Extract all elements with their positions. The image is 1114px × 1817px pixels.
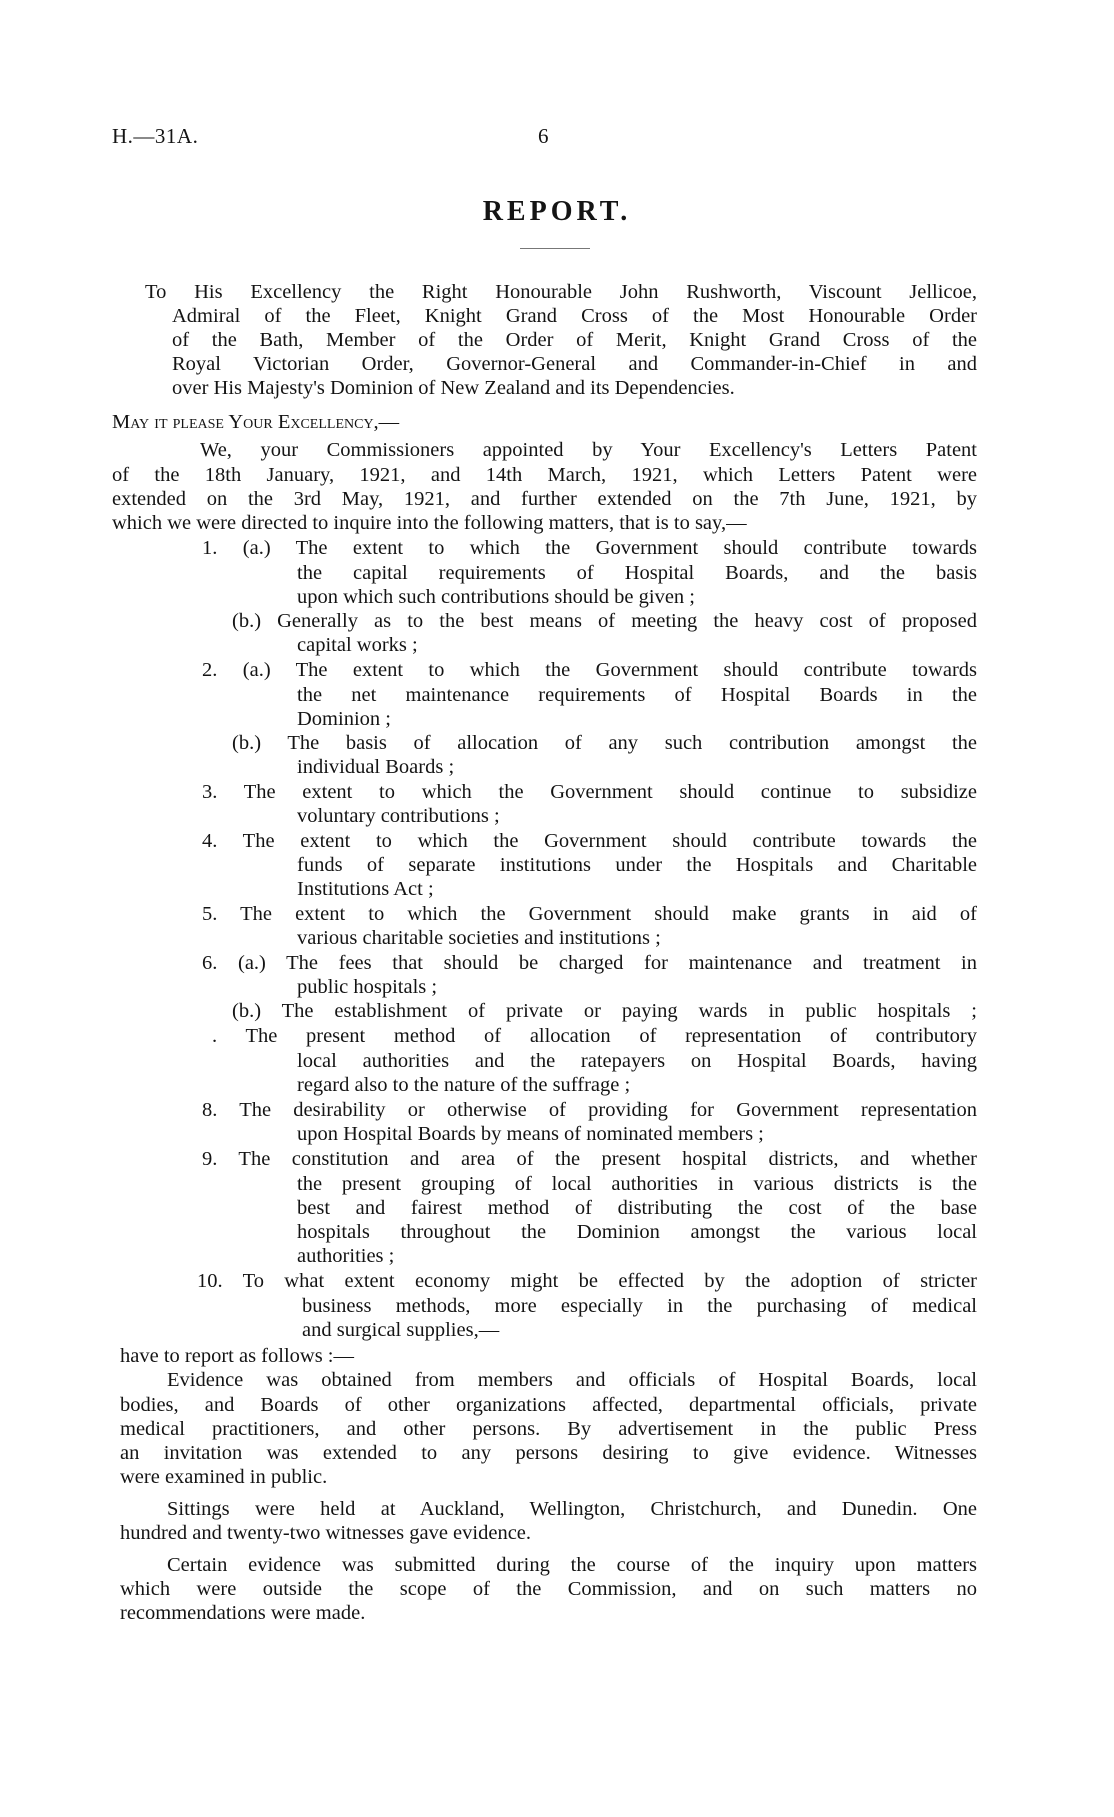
item-line: local authorities and the ratepayers on Hospital Boards, having: [297, 1050, 977, 1072]
item-line: public hospitals ;: [297, 976, 438, 998]
item-line: voluntary contributions ;: [297, 805, 500, 827]
address-line: over His Majesty's Dominion of New Zealand and its Dependencies.: [172, 377, 735, 399]
salutation: May it please Your Excellency,—: [112, 411, 400, 433]
item-line: (b.) The basis of allocation of any such contribution amongst the: [232, 732, 977, 754]
item-line: authorities ;: [297, 1245, 395, 1267]
item-line: the present grouping of local authorities in various districts is the: [297, 1173, 977, 1195]
item-line: best and fairest method of distributing the cost of the base: [297, 1197, 977, 1219]
item-line: capital works ;: [297, 634, 418, 656]
title-rule: [520, 248, 590, 249]
item-line: . The present method of allocation of representation of contributory: [212, 1025, 977, 1047]
intro-line: which we were directed to inquire into the following matters, that is to say,—: [112, 512, 747, 534]
item-line: hospitals throughout the Dominion amongst the various local: [297, 1221, 977, 1243]
item-line: various charitable societies and institutions ;: [297, 927, 661, 949]
paragraph-line: Sittings were held at Auckland, Wellington, Christchurch, and Dunedin. One: [167, 1498, 977, 1520]
paragraph-line: Certain evidence was submitted during the course of the inquiry upon matters: [167, 1554, 977, 1576]
address-line: of the Bath, Member of the Order of Merit, Knight Grand Cross of the: [172, 329, 977, 351]
paragraph-line: Evidence was obtained from members and officials of Hospital Boards, local: [167, 1369, 977, 1391]
item-line: funds of separate institutions under the Hospitals and Charitable: [297, 854, 977, 876]
item-line: 2. (a.) The extent to which the Government should contribute towards: [202, 659, 977, 681]
intro-line: extended on the 3rd May, 1921, and further extended on the 7th June, 1921, by: [112, 488, 977, 510]
address-line: Royal Victorian Order, Governor-General and Commander-in-Chief in and: [172, 353, 977, 375]
item-line: the net maintenance requirements of Hospital Boards in the: [297, 684, 977, 706]
paragraph-line: which were outside the scope of the Commission, and on such matters no: [120, 1578, 977, 1600]
item-line: the capital requirements of Hospital Boards, and the basis: [297, 562, 977, 584]
intro-line: We, your Commissioners appointed by Your Excellency's Letters Patent: [200, 439, 977, 461]
item-line: (b.) The establishment of private or paying wards in public hospitals ;: [232, 1000, 977, 1022]
item-line: 9. The constitution and area of the present hospital districts, and whether: [202, 1148, 977, 1170]
item-line: (b.) Generally as to the best means of meeting the heavy cost of proposed: [232, 610, 977, 632]
page-number: 6: [538, 124, 549, 148]
document-code: H.—31A.: [112, 124, 199, 148]
address-line: To His Excellency the Right Honourable John Rushworth, Viscount Jellicoe,: [145, 281, 977, 303]
item-line: Institutions Act ;: [297, 878, 434, 900]
paragraph-line: recommendations were made.: [120, 1602, 366, 1624]
item-line: regard also to the nature of the suffrage ;: [297, 1074, 631, 1096]
item-line: 3. The extent to which the Government should continue to subsidize: [202, 781, 977, 803]
item-line: upon Hospital Boards by means of nominated members ;: [297, 1123, 764, 1145]
item-line: 1. (a.) The extent to which the Government should contribute towards: [202, 537, 977, 559]
intro-line: of the 18th January, 1921, and 14th March, 1921, which Letters Patent were: [112, 464, 977, 486]
report-title: REPORT.: [482, 196, 632, 227]
item-line: and surgical supplies,—: [302, 1319, 500, 1341]
item-line: 10. To what extent economy might be effected by the adoption of stricter: [197, 1270, 977, 1292]
paragraph-line: hundred and twenty-two witnesses gave evidence.: [120, 1522, 532, 1544]
paragraph-line: bodies, and Boards of other organizations affected, departmental officials, private: [120, 1394, 977, 1416]
address-line: Admiral of the Fleet, Knight Grand Cross of the Most Honourable Order: [172, 305, 977, 327]
item-line: 8. The desirability or otherwise of providing for Government representation: [202, 1099, 977, 1121]
paragraph-line: were examined in public.: [120, 1466, 328, 1488]
item-line: Dominion ;: [297, 708, 391, 730]
item-line: individual Boards ;: [297, 756, 455, 778]
report-lead: have to report as follows :—: [120, 1345, 354, 1367]
item-line: 4. The extent to which the Government should contribute towards the: [202, 830, 977, 852]
item-line: business methods, more especially in the purchasing of medical: [302, 1295, 977, 1317]
paragraph-line: an invitation was extended to any persons desiring to give evidence. Witnesses: [120, 1442, 977, 1464]
item-line: 5. The extent to which the Government should make grants in aid of: [202, 903, 977, 925]
item-line: upon which such contributions should be given ;: [297, 586, 695, 608]
item-line: 6. (a.) The fees that should be charged for maintenance and treatment in: [202, 952, 977, 974]
paragraph-line: medical practitioners, and other persons. By advertisement in the public Press: [120, 1418, 977, 1440]
